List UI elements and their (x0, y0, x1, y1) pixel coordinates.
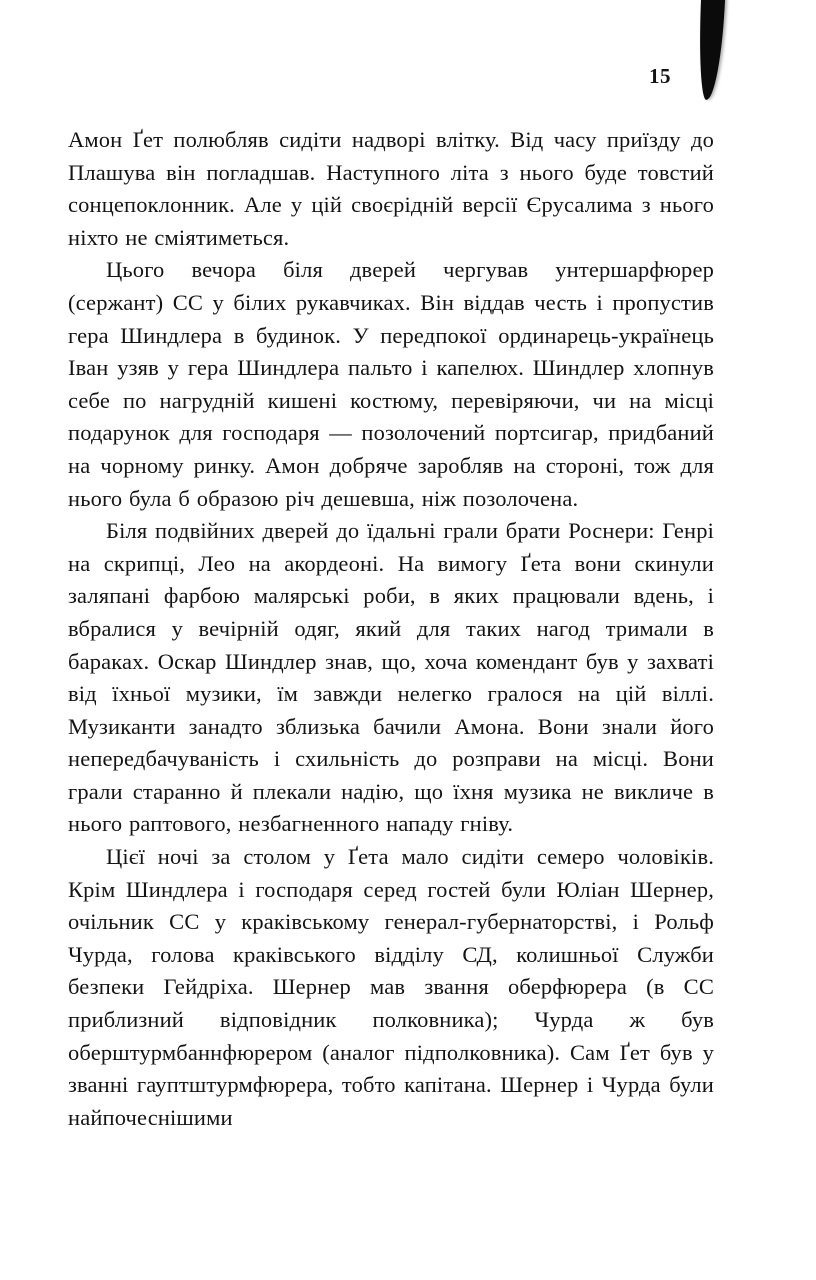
text-block (68, 124, 714, 1134)
paragraph: Цього вечора біля дверей чергував унтершарфюрер (сержант) СС у білих рукавчиках. Він віддав честь і пропустив гера Шиндлера в будинок. У передпокої ординарець-українець Іван узяв у гера Шиндлера пальто і капелюх. Шиндлер хлопнув себе по нагрудній кишені костюму, перевіряючи, чи на місці подарунок для господаря — позолочений портсигар, придбаний на чорному ринку. Амон добряче заробляв на стороні, тож для нього була б образою річ дешевша, ніж позолочена. (68, 257, 714, 511)
page-number: 15 (649, 64, 671, 88)
paragraph: Амон Ґет полюбляв сидіти надворі влітку. Від часу приїзду до Плашува він погладшав. Наступного літа з нього буде товстий сонцепоклонник. Але у цій своєрідній версії Єрусалима з нього ніхто не сміятиметься. (68, 127, 714, 250)
paragraph: Цієї ночі за столом у Ґета мало сидіти семеро чоловіків. Крім Шиндлера і господаря серед гостей були Юліан Шернер, очільник СС у краківському генерал-губернаторстві, і Рольф Чурда, голова краківського відділу СД, колишньої Служби безпеки Гейдріха. Шернер мав звання оберфюрера (в СС приблизний відповідник полковника); Чурда ж був оберштурмбаннфюрером (аналог підполковника). Сам Ґет був у званні гауптштурмфюрера, тобто капітана. Шернер і Чурда були найпочеснішими (68, 844, 714, 1130)
paragraph: Біля подвійних дверей до їдальні грали брати Роснери: Генрі на скрипці, Лео на акордеоні. На вимогу Ґета вони скинули заляпані фарбою малярські роби, в яких працювали вдень, і вбралися у вечірній одяг, який для таких нагод тримали в бараках. Оскар Шиндлер знав, що, хоча комендант був у захваті від їхньої музики, їм завжди нелегко гралося на цій віллі. Музиканти занадто зблизька бачили Амона. Вони знали його непередбачуваність і схильність до розправи на місці. Вони грали старанно й плекали надію, що їхня музика не викличе в нього раптового, незбагненного нападу гніву. (68, 518, 714, 837)
scan-artifact (697, 0, 726, 100)
